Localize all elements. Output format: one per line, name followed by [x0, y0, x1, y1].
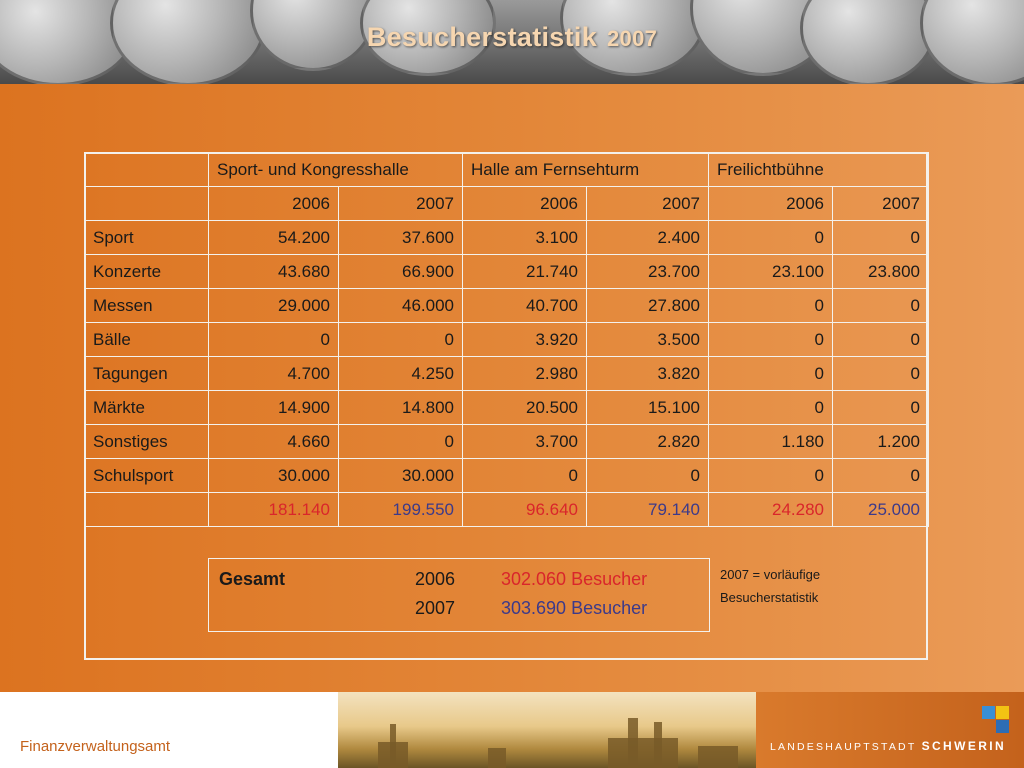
value-cell: 3.920 — [463, 323, 587, 357]
brand-prefix: LANDESHAUPTSTADT — [770, 741, 917, 753]
value-cell: 40.700 — [463, 289, 587, 323]
total-2007-cell: 199.550 — [339, 493, 463, 527]
year-header: 2007 — [587, 187, 709, 221]
table-row — [85, 255, 929, 289]
year-header: 2007 — [339, 187, 463, 221]
value-cell: 2.400 — [587, 221, 709, 255]
category-label: Sonstiges — [85, 425, 209, 459]
value-cell: 4.700 — [209, 357, 339, 391]
value-cell: 0 — [833, 357, 929, 391]
value-cell: 23.700 — [587, 255, 709, 289]
value-cell: 3.100 — [463, 221, 587, 255]
value-cell: 0 — [587, 459, 709, 493]
empty-cell — [85, 187, 209, 221]
value-cell: 1.180 — [709, 425, 833, 459]
value-cell: 4.660 — [209, 425, 339, 459]
value-cell: 0 — [209, 323, 339, 357]
value-cell: 43.680 — [209, 255, 339, 289]
category-label: Messen — [85, 289, 209, 323]
grand-total-label: Gesamt — [219, 569, 286, 589]
value-cell: 27.800 — [587, 289, 709, 323]
title-year: 2007 — [607, 26, 658, 51]
slide-title — [0, 22, 1024, 53]
value-cell: 23.100 — [709, 255, 833, 289]
year-header: 2006 — [463, 187, 587, 221]
value-cell: 0 — [339, 425, 463, 459]
grand-total-value-2007: 303.690 Besucher — [501, 598, 648, 618]
value-cell: 3.820 — [587, 357, 709, 391]
header-coin-photo — [0, 0, 1024, 84]
value-cell: 0 — [833, 289, 929, 323]
title-text: Besucherstatistik — [366, 22, 598, 52]
value-cell: 0 — [709, 391, 833, 425]
value-cell: 66.900 — [339, 255, 463, 289]
preliminary-note-line2: Besucherstatistik — [720, 590, 819, 605]
empty-cell — [85, 153, 209, 187]
value-cell: 29.000 — [209, 289, 339, 323]
category-label: Märkte — [85, 391, 209, 425]
table-row — [85, 323, 929, 357]
grand-total-box — [208, 558, 710, 632]
value-cell: 3.700 — [463, 425, 587, 459]
value-cell: 20.500 — [463, 391, 587, 425]
total-2006-cell: 181.140 — [209, 493, 339, 527]
value-cell: 23.800 — [833, 255, 929, 289]
total-2006-cell: 24.280 — [709, 493, 833, 527]
total-2007-cell: 25.000 — [833, 493, 929, 527]
venue-header: Halle am Fernsehturm — [463, 153, 709, 187]
table-row — [85, 425, 929, 459]
value-cell: 37.600 — [339, 221, 463, 255]
castle-photo — [338, 692, 756, 768]
value-cell: 0 — [709, 289, 833, 323]
footer — [0, 692, 1024, 768]
table-row — [85, 357, 929, 391]
value-cell: 0 — [709, 323, 833, 357]
grand-total-value-2006: 302.060 Besucher — [501, 569, 648, 589]
table-row — [85, 391, 929, 425]
visitor-statistics-table — [84, 152, 929, 527]
value-cell: 4.250 — [339, 357, 463, 391]
value-cell: 2.980 — [463, 357, 587, 391]
city-brand — [770, 739, 1006, 753]
category-label: Sport — [85, 221, 209, 255]
preliminary-note-line1: 2007 = vorläufige — [720, 567, 821, 582]
year-header: 2007 — [833, 187, 929, 221]
value-cell: 15.100 — [587, 391, 709, 425]
value-cell: 1.200 — [833, 425, 929, 459]
department-name: Finanzverwaltungsamt — [20, 738, 171, 755]
value-cell: 14.800 — [339, 391, 463, 425]
total-2006-cell: 96.640 — [463, 493, 587, 527]
total-2007-cell: 79.140 — [587, 493, 709, 527]
value-cell: 46.000 — [339, 289, 463, 323]
value-cell: 3.500 — [587, 323, 709, 357]
year-header-row — [85, 187, 929, 221]
venue-header: Freilichtbühne — [709, 153, 929, 187]
grand-total-year-2006: 2006 — [415, 569, 456, 589]
value-cell: 0 — [709, 221, 833, 255]
value-cell: 14.900 — [209, 391, 339, 425]
value-cell: 0 — [833, 323, 929, 357]
table-row — [85, 221, 929, 255]
footer-brand-panel — [756, 692, 1024, 768]
year-header: 2006 — [709, 187, 833, 221]
city-logo-icon — [982, 706, 1010, 734]
footer-left-panel — [0, 692, 338, 768]
value-cell: 21.740 — [463, 255, 587, 289]
value-cell: 54.200 — [209, 221, 339, 255]
value-cell: 0 — [339, 323, 463, 357]
brand-name: SCHWERIN — [921, 739, 1007, 753]
grand-total-year-2007: 2007 — [415, 598, 456, 618]
table-row — [85, 459, 929, 493]
value-cell: 30.000 — [209, 459, 339, 493]
year-header: 2006 — [209, 187, 339, 221]
value-cell: 0 — [833, 221, 929, 255]
category-label: Konzerte — [85, 255, 209, 289]
value-cell: 0 — [709, 357, 833, 391]
venue-header-row — [85, 153, 929, 187]
totals-row — [85, 493, 929, 527]
table-row — [85, 289, 929, 323]
empty-cell — [85, 493, 209, 527]
value-cell: 0 — [463, 459, 587, 493]
value-cell: 0 — [833, 459, 929, 493]
venue-header: Sport- und Kongresshalle — [209, 153, 463, 187]
value-cell: 0 — [709, 459, 833, 493]
value-cell: 2.820 — [587, 425, 709, 459]
category-label: Bälle — [85, 323, 209, 357]
category-label: Schulsport — [85, 459, 209, 493]
value-cell: 30.000 — [339, 459, 463, 493]
value-cell: 0 — [833, 391, 929, 425]
category-label: Tagungen — [85, 357, 209, 391]
